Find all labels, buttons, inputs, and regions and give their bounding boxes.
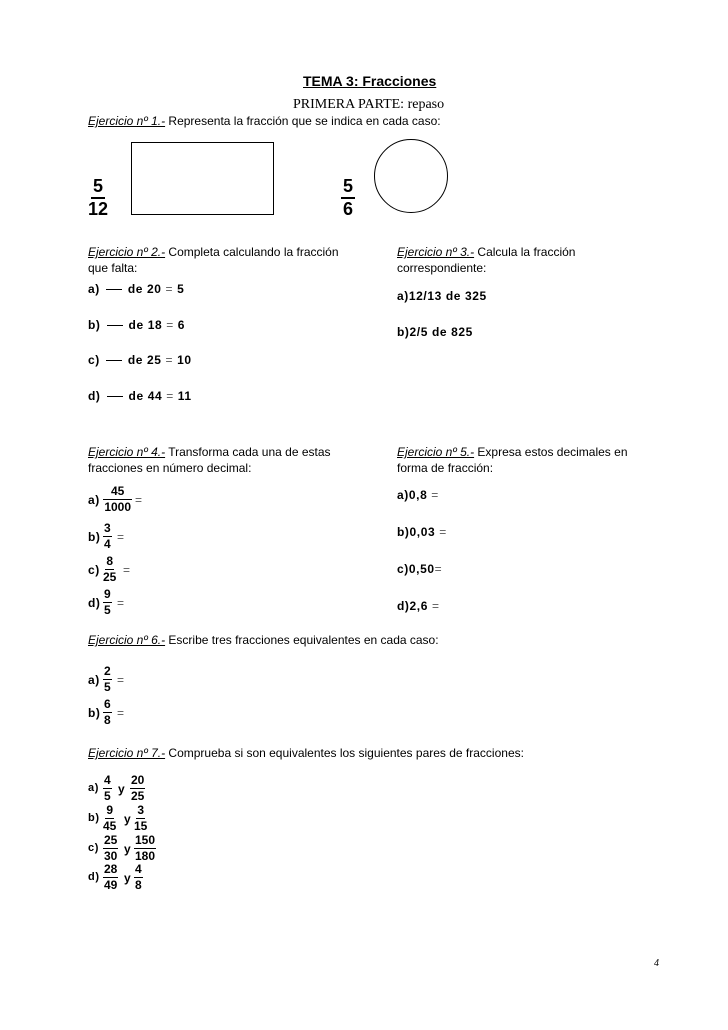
item-letter: c) bbox=[88, 353, 100, 367]
fraction-denominator: 5 bbox=[104, 680, 111, 694]
ex6-item-a-fraction bbox=[103, 665, 112, 694]
conjunction-y: y bbox=[118, 782, 126, 796]
fraction-numerator: 9 bbox=[104, 587, 111, 601]
page-subtitle: PRIMERA PARTE: repaso bbox=[293, 97, 445, 112]
ex3-text-line1: Calcula la fracción bbox=[474, 245, 576, 259]
ex7-item-b-fraction-2 bbox=[134, 804, 147, 833]
page-number: 4 bbox=[654, 958, 659, 969]
fraction-numerator: 4 bbox=[104, 773, 111, 787]
fraction-numerator: 3 bbox=[137, 803, 145, 817]
ex4-item-a-letter: a) bbox=[88, 493, 100, 507]
item-letter: b) bbox=[397, 525, 410, 539]
ex5-text-line2: forma de fracción: bbox=[397, 461, 494, 475]
fraction-numerator: 45 bbox=[103, 485, 132, 500]
ex6-text: Escribe tres fracciones equivalentes en cada caso: bbox=[165, 633, 439, 647]
item-letter: d) bbox=[88, 389, 101, 403]
ex7-item-d-fraction-2 bbox=[134, 863, 143, 892]
equals-sign: = bbox=[431, 488, 439, 502]
ex7-heading bbox=[88, 746, 524, 760]
page-title: TEMA 3: Fracciones bbox=[303, 73, 437, 89]
item-value: 0,03 bbox=[409, 525, 436, 539]
equals-sign: = bbox=[439, 525, 447, 539]
ex6-item-a-letter: a) bbox=[88, 673, 100, 687]
fraction-denominator: 8 bbox=[135, 878, 142, 892]
item-value: 0,8 bbox=[408, 488, 428, 502]
equals-sign: = bbox=[135, 493, 143, 507]
item-result: 6 bbox=[177, 318, 186, 332]
ex1-fraction-a bbox=[88, 177, 108, 219]
ex4-item-b-letter: b) bbox=[88, 530, 101, 544]
ex7-item-b-letter: b) bbox=[88, 812, 100, 824]
ex6-item-b-letter: b) bbox=[88, 706, 101, 720]
conjunction-y: y bbox=[124, 842, 132, 856]
fraction-numerator: 6 bbox=[104, 697, 111, 711]
ex2-heading bbox=[88, 244, 339, 276]
conjunction-y: y bbox=[124, 812, 132, 826]
ex2-text-line2: que falta: bbox=[88, 261, 138, 275]
fraction-denominator: 5 bbox=[104, 789, 111, 803]
ex1-heading bbox=[88, 114, 441, 128]
fraction-denominator: 25 bbox=[131, 789, 145, 803]
ex4-item-a-fraction bbox=[103, 485, 132, 514]
fraction-denominator: 15 bbox=[134, 819, 148, 833]
ex5-item-b bbox=[397, 525, 447, 539]
fraction-denominator: 5 bbox=[104, 603, 111, 617]
ex6-label: Ejercicio nº 6.- bbox=[88, 633, 166, 647]
equals-sign: = bbox=[165, 282, 174, 296]
item-whole: 44 bbox=[147, 389, 163, 403]
ex1-rectangle-shape bbox=[131, 142, 274, 215]
ex6-heading bbox=[88, 633, 439, 647]
ex6-item-b-fraction bbox=[103, 698, 112, 727]
fraction-numerator: 5 bbox=[91, 177, 105, 199]
ex4-item-c-letter: c) bbox=[88, 563, 100, 577]
ex3-text-line2: correspondiente: bbox=[397, 261, 487, 275]
ex2-item-d bbox=[88, 389, 192, 403]
item-result: 10 bbox=[177, 353, 192, 367]
answer-blank bbox=[107, 396, 123, 397]
ex3-label: Ejercicio nº 3.- bbox=[397, 245, 475, 259]
ex4-item-d-letter: d) bbox=[88, 596, 101, 610]
ex2-text-line1: Completa calculando la fracción bbox=[165, 245, 339, 259]
item-value: 0,50 bbox=[408, 562, 435, 576]
fraction-denominator: 12 bbox=[88, 199, 109, 219]
ex4-item-d-fraction bbox=[103, 588, 112, 617]
ex2-label: Ejercicio nº 2.- bbox=[88, 245, 166, 259]
answer-blank bbox=[106, 289, 122, 290]
ex4-item-b-fraction bbox=[103, 522, 112, 551]
conjunction-y: y bbox=[124, 871, 132, 885]
ex2-item-c bbox=[88, 353, 192, 367]
ex1-label: Ejercicio nº 1.- bbox=[88, 114, 166, 128]
equals-sign: = bbox=[166, 318, 174, 332]
fraction-numerator: 8 bbox=[106, 554, 114, 568]
item-de: de bbox=[127, 353, 144, 367]
ex3-heading bbox=[397, 244, 575, 276]
fraction-numerator: 9 bbox=[106, 803, 114, 817]
fraction-denominator: 30 bbox=[104, 849, 118, 863]
ex7-item-b-fraction-1 bbox=[103, 804, 116, 833]
ex2-item-a bbox=[88, 282, 184, 296]
item-expression: 2/5 de 825 bbox=[409, 325, 473, 339]
fraction-numerator: 2 bbox=[104, 664, 111, 678]
equals-sign: = bbox=[117, 530, 125, 544]
answer-blank bbox=[107, 325, 123, 326]
fraction-denominator: 25 bbox=[103, 570, 117, 584]
ex1-circle-shape bbox=[374, 139, 448, 213]
item-letter: b) bbox=[397, 325, 410, 339]
equals-sign: = bbox=[117, 596, 125, 610]
ex7-item-a-fraction-1 bbox=[103, 774, 112, 803]
equals-sign: = bbox=[117, 673, 125, 687]
fraction-denominator: 4 bbox=[104, 537, 111, 551]
item-de: de bbox=[128, 389, 144, 403]
item-de: de bbox=[128, 318, 144, 332]
ex5-text-line1: Expresa estos decimales en bbox=[474, 445, 628, 459]
ex7-item-a-letter: a) bbox=[88, 782, 99, 794]
ex4-text-line2: fracciones en número decimal: bbox=[88, 461, 252, 475]
ex3-item-b bbox=[397, 325, 473, 339]
ex4-item-c-fraction bbox=[103, 555, 116, 584]
ex7-label: Ejercicio nº 7.- bbox=[88, 746, 166, 760]
fraction-numerator: 20 bbox=[131, 773, 145, 787]
equals-sign: = bbox=[165, 353, 174, 367]
item-whole: 20 bbox=[147, 282, 162, 296]
fraction-denominator: 45 bbox=[103, 819, 117, 833]
ex7-item-c-fraction-1 bbox=[103, 834, 118, 863]
fraction-numerator: 4 bbox=[135, 862, 142, 876]
ex1-text: Representa la fracción que se indica en cada caso: bbox=[165, 114, 441, 128]
item-value: 2,6 bbox=[409, 599, 429, 613]
ex4-heading bbox=[88, 444, 331, 476]
ex3-item-a bbox=[397, 289, 487, 303]
ex5-item-a bbox=[397, 488, 439, 502]
equals-sign: = bbox=[117, 706, 125, 720]
fraction-numerator: 3 bbox=[104, 521, 111, 535]
ex1-fraction-b bbox=[341, 177, 355, 219]
item-letter: d) bbox=[397, 599, 410, 613]
item-letter: b) bbox=[88, 318, 101, 332]
ex5-item-c bbox=[397, 562, 442, 576]
equals-sign: = bbox=[434, 562, 443, 576]
ex5-item-d bbox=[397, 599, 440, 613]
item-expression: 12/13 de 325 bbox=[408, 289, 487, 303]
fraction-denominator: 6 bbox=[343, 199, 354, 219]
ex5-label: Ejercicio nº 5.- bbox=[397, 445, 475, 459]
ex5-heading bbox=[397, 444, 628, 476]
item-whole: 18 bbox=[147, 318, 163, 332]
ex4-label: Ejercicio nº 4.- bbox=[88, 445, 166, 459]
item-result: 11 bbox=[177, 389, 192, 403]
equals-sign: = bbox=[123, 563, 131, 577]
ex7-text: Comprueba si son equivalentes los siguientes pares de fracciones: bbox=[165, 746, 524, 760]
ex7-item-d-fraction-1 bbox=[103, 863, 118, 892]
fraction-numerator: 28 bbox=[104, 862, 118, 876]
ex7-item-a-fraction-2 bbox=[130, 774, 145, 803]
ex4-text-line1: Transforma cada una de estas bbox=[165, 445, 331, 459]
fraction-denominator: 8 bbox=[104, 713, 111, 727]
fraction-numerator: 25 bbox=[104, 833, 118, 847]
fraction-denominator: 1000 bbox=[104, 500, 132, 514]
item-whole: 25 bbox=[147, 353, 162, 367]
ex7-item-c-fraction-2 bbox=[134, 834, 156, 863]
item-letter: a) bbox=[397, 289, 409, 303]
ex2-item-b bbox=[88, 318, 185, 332]
item-letter: a) bbox=[88, 282, 100, 296]
item-result: 5 bbox=[177, 282, 185, 296]
fraction-numerator: 5 bbox=[341, 177, 355, 199]
equals-sign: = bbox=[431, 599, 440, 613]
fraction-denominator: 180 bbox=[135, 849, 156, 863]
fraction-numerator: 150 bbox=[135, 833, 156, 847]
equals-sign: = bbox=[166, 389, 174, 403]
item-letter: a) bbox=[397, 488, 409, 502]
answer-blank bbox=[106, 360, 122, 361]
ex7-item-d-letter: d) bbox=[88, 871, 100, 883]
item-letter: c) bbox=[397, 562, 409, 576]
item-de: de bbox=[127, 282, 144, 296]
ex7-item-c-letter: c) bbox=[88, 842, 99, 854]
fraction-denominator: 49 bbox=[104, 878, 118, 892]
